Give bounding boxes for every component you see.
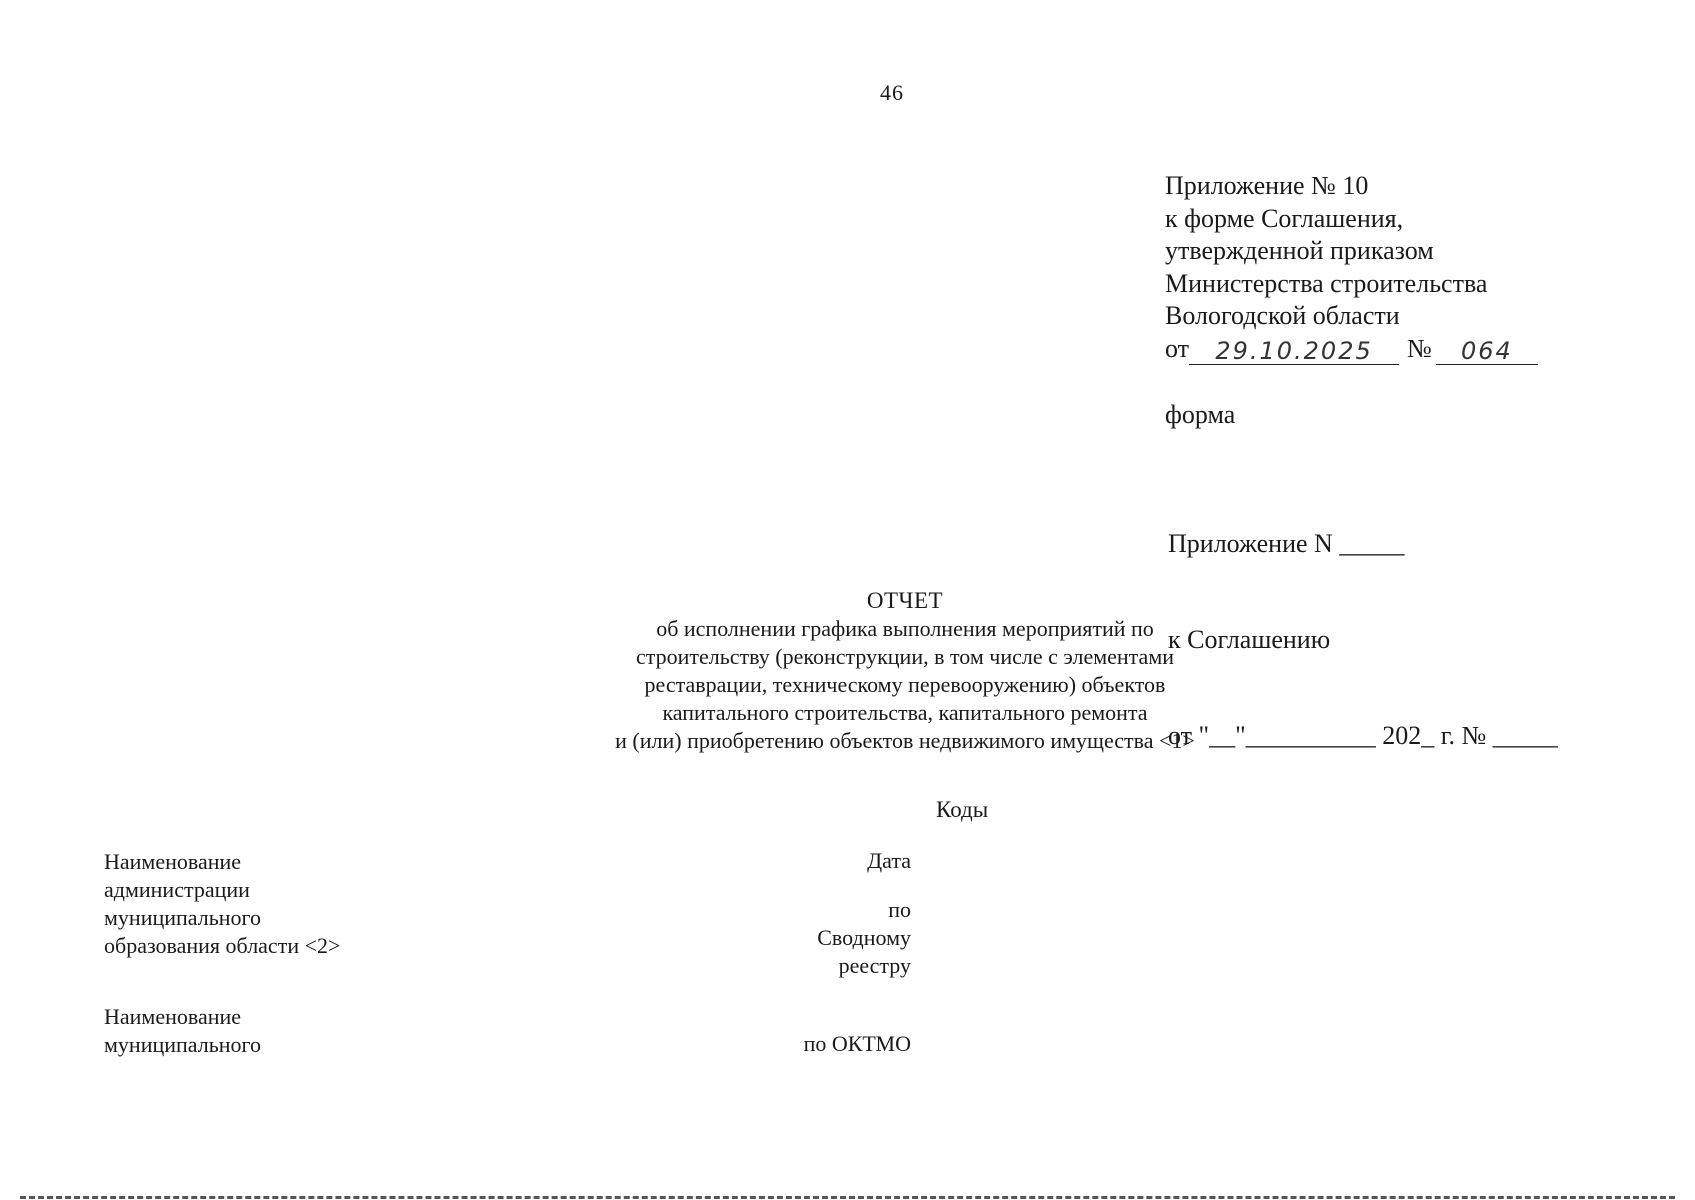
date-code-label — [867, 847, 911, 875]
label-line: по — [888, 897, 911, 922]
label-line: реестру — [838, 953, 911, 978]
report-subtitle-line: и (или) приобретению объектов недвижимого имущества <1> — [615, 728, 1195, 753]
report-subtitle-line: об исполнении графика выполнения мероприятий по — [656, 616, 1154, 641]
handwritten-order-number: 064 — [1436, 338, 1538, 365]
label-line: Дата — [867, 848, 911, 873]
annex-line: Приложение N _____ — [1168, 529, 1405, 558]
label-line: администрации — [104, 877, 250, 902]
handwritten-order-date: 29.10.2025 — [1189, 338, 1399, 365]
date-prefix: от — [1165, 333, 1190, 363]
appendix-line: Министерства строительства — [1165, 268, 1488, 298]
label-line: муниципального — [104, 1032, 262, 1057]
label-line: муниципального — [104, 905, 262, 930]
appendix-line: Вологодской области — [1165, 301, 1400, 330]
report-subtitle-line: капитального строительства, капитального ремонта — [662, 700, 1148, 725]
report-subtitle-line: реставрации, техническому перевооружению) объектов — [644, 672, 1166, 697]
label-line: Наименование — [104, 1004, 242, 1029]
codes-label: Коды — [936, 797, 989, 822]
page-number: 46 — [880, 80, 904, 105]
label-line: по ОКТМО — [803, 1031, 911, 1056]
appendix-approval-block — [1165, 170, 1538, 365]
admin-name-label — [104, 848, 340, 960]
annex-line: от "__"__________ 202_ г. № _____ — [1168, 721, 1558, 750]
label-line: Наименование — [104, 849, 242, 874]
registry-code-label — [817, 896, 911, 980]
report-subtitle-line: строительству (реконструкции, в том числе с элементами — [635, 644, 1175, 669]
form-label: форма — [1165, 400, 1236, 429]
municipality-name-label — [104, 1003, 261, 1059]
oktmo-code-label — [804, 1030, 911, 1058]
appendix-line: Приложение № 10 — [1165, 171, 1369, 200]
label-line: Сводному — [817, 925, 911, 950]
page-bottom-rule — [20, 1196, 1675, 1199]
appendix-line: к форме Соглашения, — [1165, 203, 1404, 233]
number-sign: № — [1407, 333, 1432, 363]
report-heading — [245, 587, 1565, 755]
appendix-line: утвержденной приказом — [1165, 236, 1434, 265]
label-line: образования области <2> — [104, 933, 341, 958]
report-title: ОТЧЕТ — [866, 588, 944, 613]
annex-line: к Соглашению — [1168, 625, 1331, 654]
order-date-number-line — [1165, 333, 1538, 366]
